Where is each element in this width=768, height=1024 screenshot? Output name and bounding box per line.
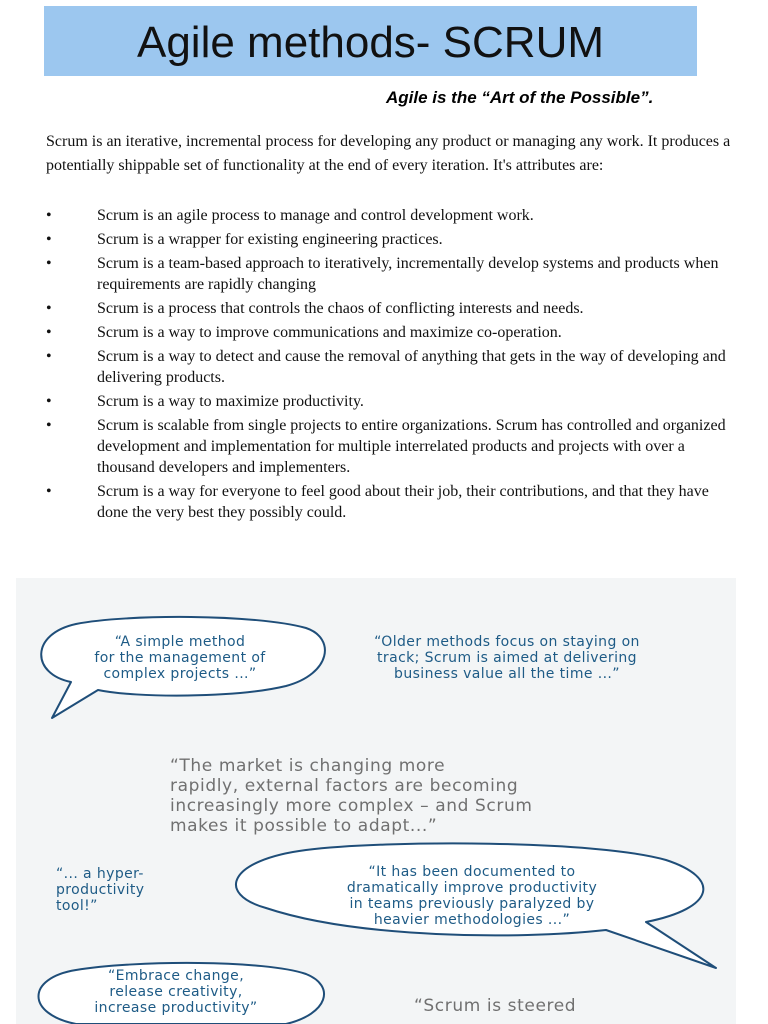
bullet-icon: • <box>46 300 52 317</box>
list-item-text: Scrum is a wrapper for existing engineering practices. <box>97 231 443 248</box>
list-item-text: Scrum is a process that controls the chaos of conflicting interests and needs. <box>97 300 584 317</box>
attributes-list <box>46 205 736 526</box>
bullet-icon: • <box>46 207 52 224</box>
page-title: Agile methods- SCRUM <box>136 18 605 67</box>
intro-paragraph: Scrum is an iterative, incremental process for developing any product or managing any work. It produces a potentially shippable set of functionality at the end of every iteration. It's attributes are: <box>46 133 731 174</box>
quote-hyper-productivity: “... a hyper- productivity tool!” <box>56 866 145 914</box>
quote-market-changing: “The market is changing more rapidly, external factors are becoming increasingly more complex – and Scrum makes it possible to adapt...” <box>170 756 533 836</box>
bullet-icon: • <box>46 324 52 341</box>
list-item-text: Scrum is an agile process to manage and control development work. <box>97 207 534 224</box>
list-item <box>46 322 736 343</box>
list-item <box>46 205 736 226</box>
list-item <box>46 253 736 295</box>
bullet-icon: • <box>46 231 52 248</box>
list-item-text: Scrum is a team-based approach to iteratively, incrementally develop systems and products when requirements are rapidly changing <box>97 255 719 293</box>
bullet-icon: • <box>46 417 52 434</box>
quote-older-methods: “Older methods focus on staying on track; Scrum is aimed at delivering business value all the time ...” <box>374 634 640 682</box>
list-item <box>46 391 736 412</box>
list-item-text: Scrum is a way for everyone to feel good about their job, their contributions, and that they have done the very best they possibly could. <box>97 483 709 521</box>
quote-embrace-change: “Embrace change, release creativity, increase productivity” <box>94 968 258 1016</box>
quotes-panel <box>16 578 736 1024</box>
bullet-icon: • <box>46 348 52 365</box>
list-item <box>46 415 736 478</box>
list-item <box>46 229 736 250</box>
quote-scrum-steered: “Scrum is steered <box>414 996 577 1016</box>
list-item-text: Scrum is a way to detect and cause the removal of anything that gets in the way of developing and delivering products. <box>97 348 726 386</box>
bullet-icon: • <box>46 255 52 272</box>
quote-documented: “It has been documented to dramatically improve productivity in teams previously paralyzed by heavier methodologies ...” <box>346 864 598 928</box>
list-item-text: Scrum is a way to maximize productivity. <box>97 393 364 410</box>
list-item <box>46 481 736 523</box>
list-item-text: Scrum is a way to improve communications and maximize co-operation. <box>97 324 562 341</box>
subtitle: Agile is the “Art of the Possible”. <box>386 88 654 107</box>
list-item <box>46 298 736 319</box>
list-item <box>46 346 736 388</box>
bullet-icon: • <box>46 393 52 410</box>
list-item-text: Scrum is scalable from single projects to entire organizations. Scrum has controlled and organized development and implementation for multiple interrelated products and projects with over a thousand developers and implementers. <box>97 417 726 476</box>
bullet-icon: • <box>46 483 52 500</box>
title-band <box>44 6 697 76</box>
quote-simple-method: “A simple method for the management of complex projects ...” <box>94 634 266 682</box>
